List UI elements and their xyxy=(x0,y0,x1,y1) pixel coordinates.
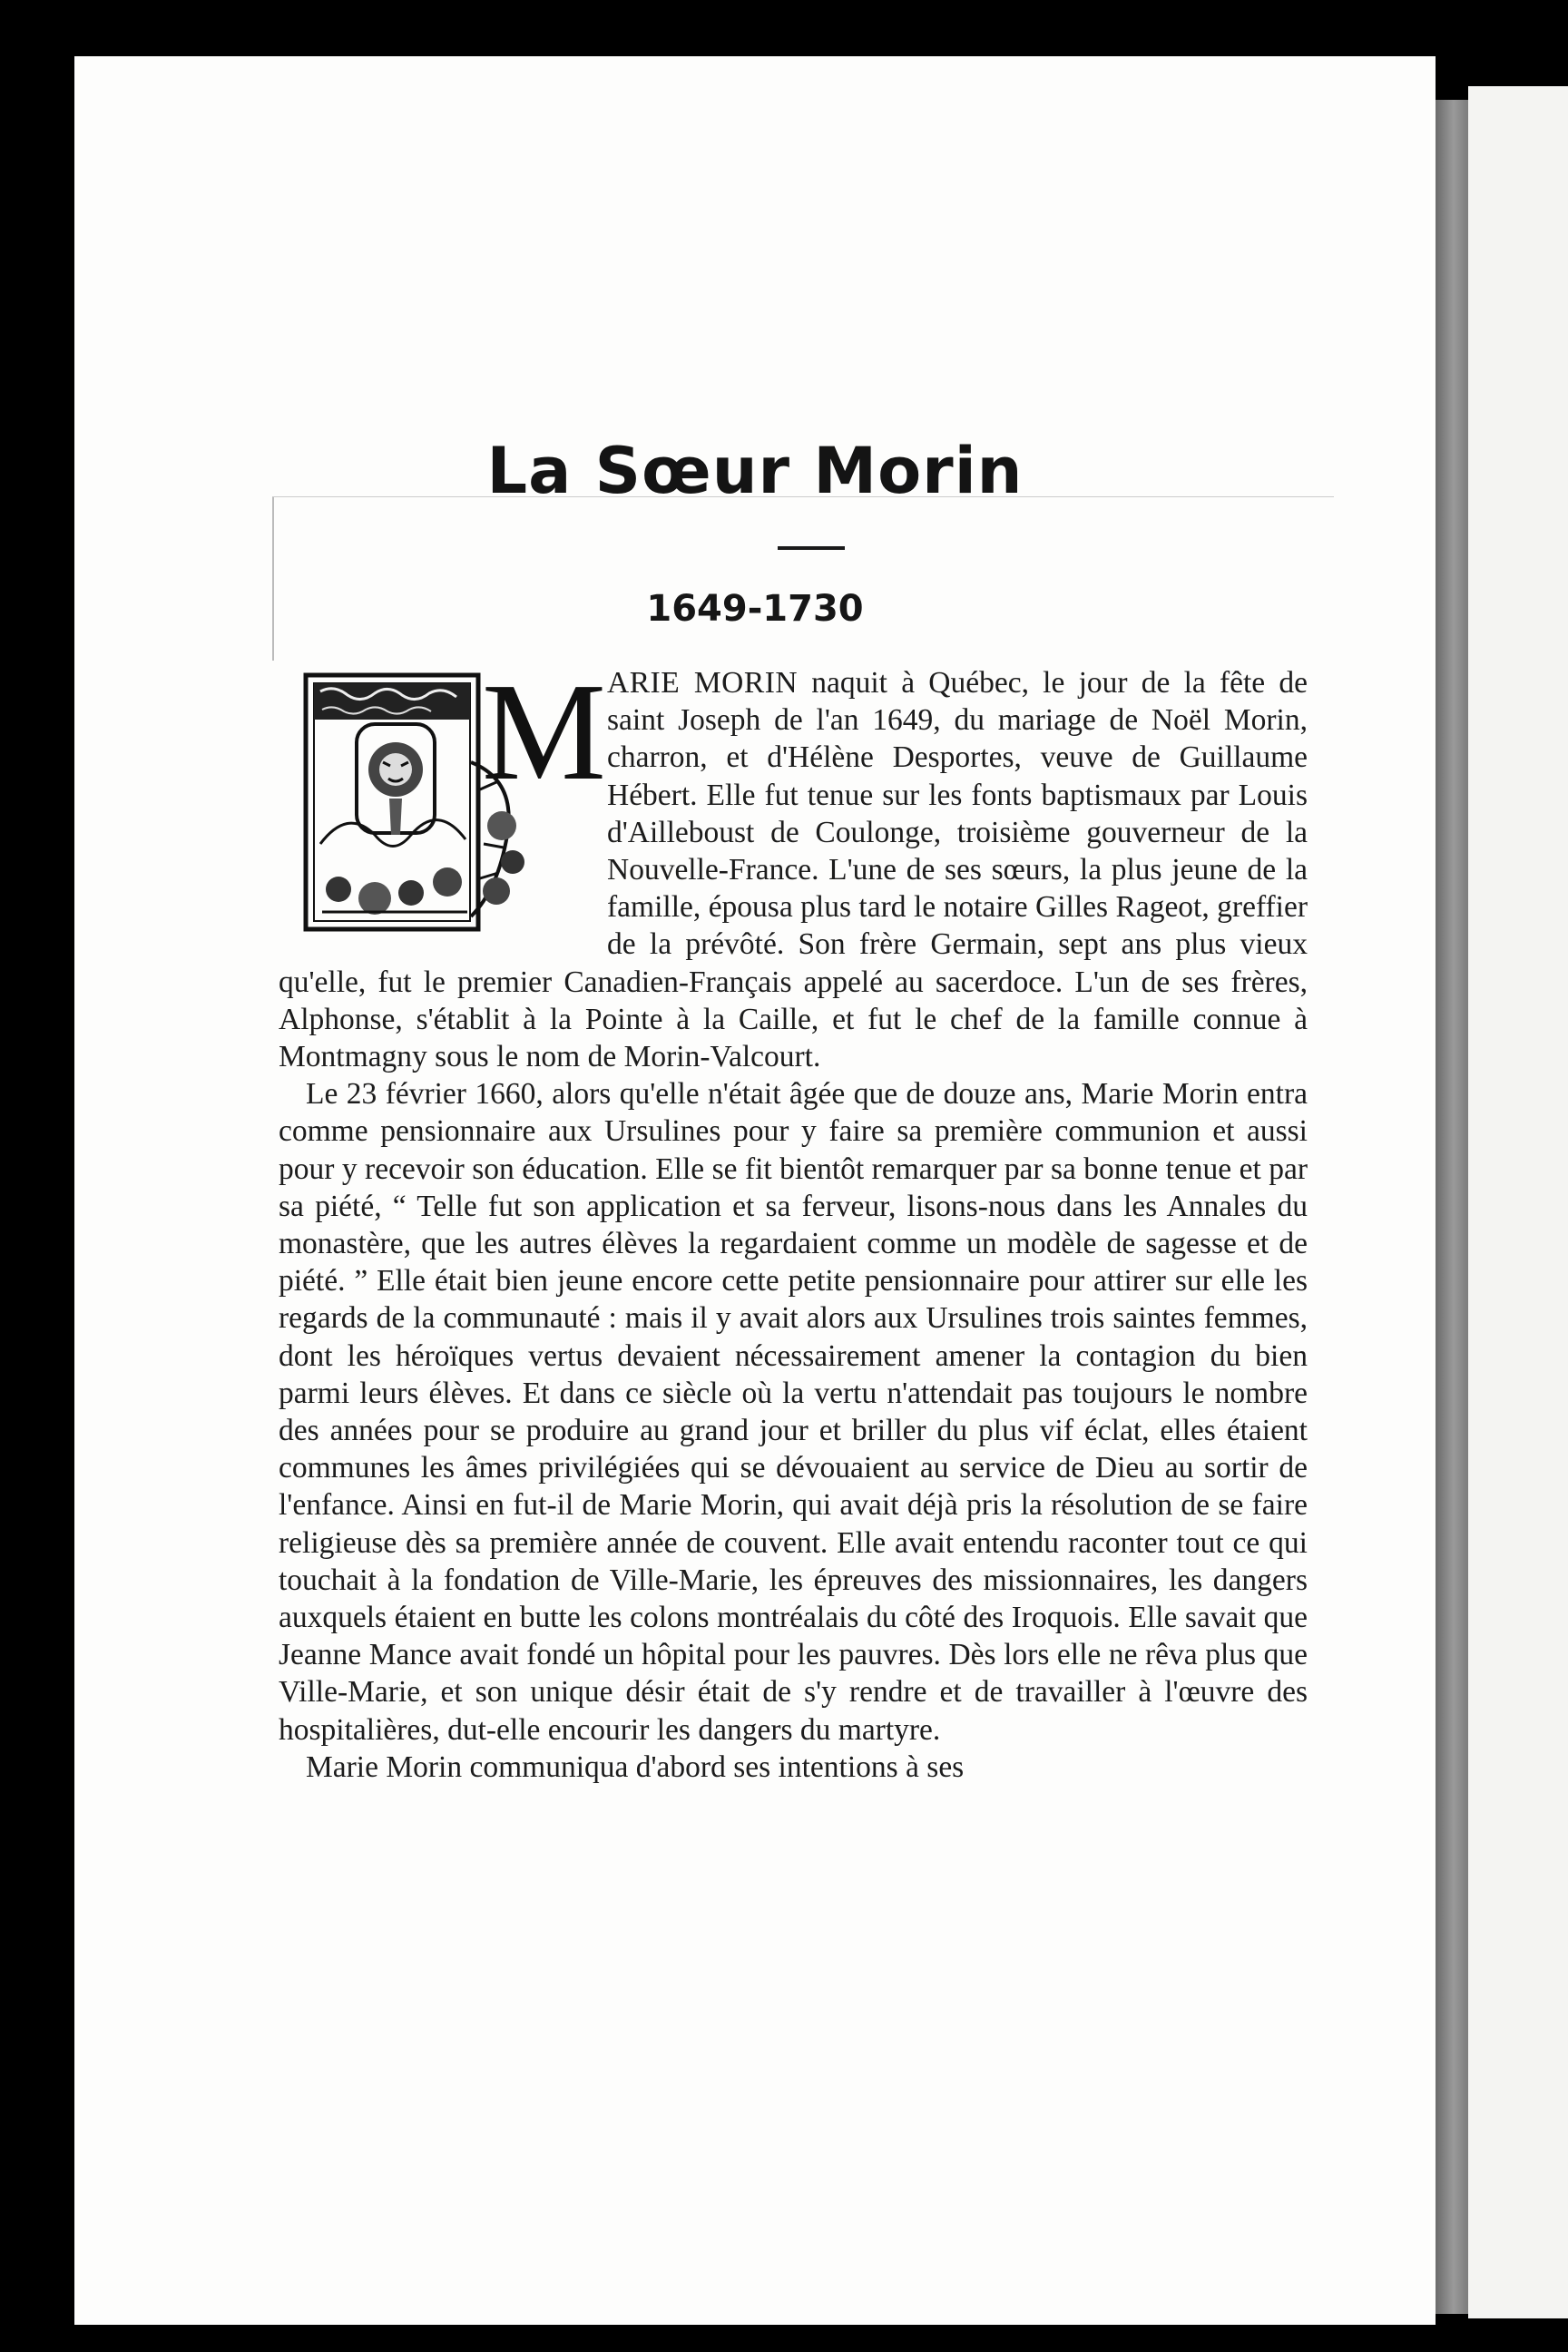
life-dates: 1649-1730 xyxy=(646,588,864,630)
paragraph-text: naquit à Québec, le jour de la fête de saint Joseph de l'an 1649, du mariage de Noël Morin, charron, et d'Hélène Desportes, veuve de Guillaume Hébert. Elle fut tenue sur les fonts baptismaux par Louis d'Ailleboust de Coulonge, troisième gouverneur de la Nouvelle-France. L'une de ses sœurs, la plus jeune de la famille, épousa plus tard le notaire Gilles Rageot, greffier de la prévôté. Son frère Germain, sept ans plus vieux qu'elle, fut le premier Canadien-Français appelé au sacerdoce. L'un de ses frères, Alphonse, s'établit à la Pointe à la Caille, et fut le chef de la famille connue à Montmagny sous le nom de Morin-Valcourt. xyxy=(279,666,1308,1074)
drop-cap: M xyxy=(482,655,606,809)
title-divider xyxy=(778,546,845,550)
paragraph: Le 23 février 1660, alors qu'elle n'était âgée que de douze ans, Marie Morin entra comme pensionnaire aux Ursulines pour y faire sa première communion et aussi pour y recevoir son éducation. Elle se fit bientôt remarquer par sa bonne tenue et par sa piété, “ Telle fut son application et sa ferveur, lisons-nous dans les Annales du monastère, que les autres élèves la regardaient comme un modèle de sagesse et de piété. ” Elle était bien jeune encore cette petite pensionnaire pour attirer sur elle les regards de la communauté : mais il y avait alors aux Ursulines trois saintes femmes, dont les héroïques vertus devaient nécessairement amener la contagion du bien parmi leurs élèves. Et dans ce siècle où la vertu n'attendait pas toujours le nombre des années pour se produire au grand jour et briller du plus vif éclat, elles étaient communes les âmes privilégiées qui se dévouaient au service de Dieu au sortir de l'enfance. Ainsi en fut-il de Marie Morin, qui avait déjà pris la résolution de se faire religieuse dès sa première année de couvent. Elle avait entendu raconter tout ce qui touchait à la fondation de Ville-Marie, les épreuves des missionnaires, les dangers auxquels étaient en butte les colons montréalais du côté des Iroquois. Elle savait que Jeanne Mance avait fondé un hôpital pour les pauvres. Dès lors elle ne rêva plus que Ville-Marie, et son unique désir était de s'y rendre et de travailler à l'œuvre des hospitalières, dut-elle encourir les dangers du martyre. xyxy=(279,1077,1308,1747)
paragraph: Marie Morin communiqua d'abord ses intentions à ses xyxy=(306,1749,965,1784)
book-spine-shadow xyxy=(1436,100,1468,2314)
paragraph xyxy=(279,655,1308,1075)
ornamental-initial xyxy=(302,655,606,940)
next-page-edge xyxy=(1468,86,1568,2318)
article-body xyxy=(279,655,1308,1786)
opening-words: ARIE MORIN xyxy=(607,666,799,700)
page-title: La Sœur Morin xyxy=(486,434,1024,508)
margin-mark xyxy=(272,497,274,661)
